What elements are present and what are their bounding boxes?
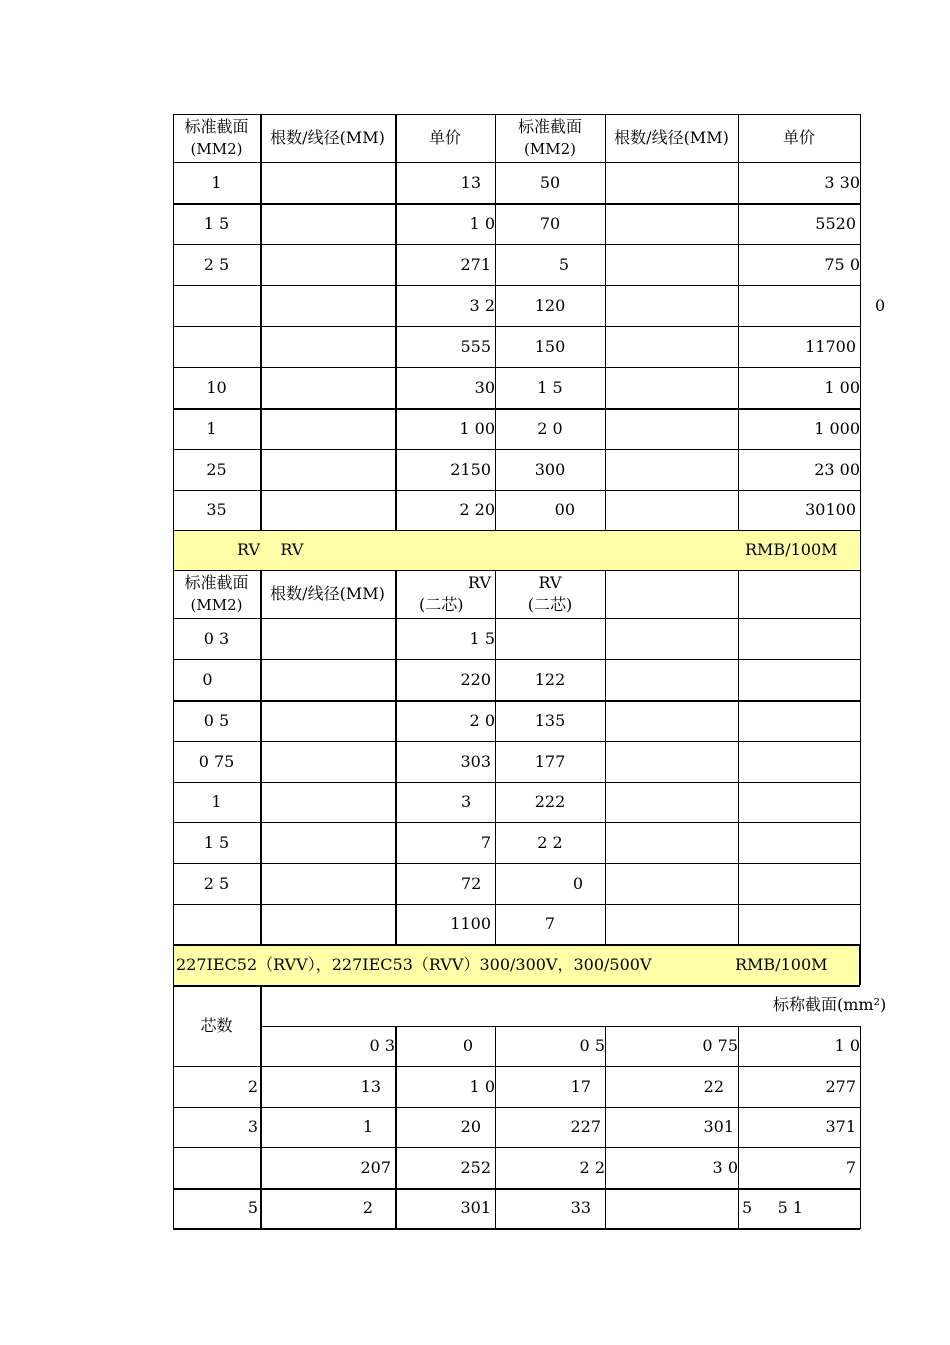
table1-header-strands-right: 根数/线径(MM): [614, 128, 729, 147]
section-cell: 300: [534, 459, 566, 479]
price-cell: 2 0: [469, 710, 495, 730]
grid-line: [495, 114, 496, 530]
grid-line: [738, 1026, 739, 1229]
grid-line: [395, 114, 397, 530]
section-cell: 1: [206, 418, 217, 438]
section-cell: 2 5: [203, 254, 230, 274]
table-row: [173, 1188, 860, 1228]
grid-line: [173, 1188, 860, 1190]
grid-line: [860, 530, 861, 570]
section-cell: 10: [206, 377, 227, 397]
price-cell: 72: [461, 873, 482, 893]
price-cell: 122: [534, 669, 566, 689]
grid-line: [173, 1107, 860, 1108]
section-cell: 70: [539, 213, 561, 233]
grid-line: [860, 570, 861, 944]
grid-line: [260, 114, 262, 530]
strands-cell: [260, 618, 395, 659]
price-cell: [605, 1188, 738, 1228]
grid-line: [173, 944, 860, 946]
price-cell: 11700: [805, 336, 856, 356]
section-cell: 25: [206, 459, 227, 479]
table2-header-empty: [738, 570, 860, 618]
price-cell: 23 00: [814, 459, 860, 479]
strands-cell: [260, 203, 395, 244]
header-text: RV: [467, 573, 491, 592]
price-cell: 7: [544, 914, 556, 933]
strands-cell: [605, 367, 738, 408]
price-cell: 271: [460, 254, 491, 274]
section-cell: 1: [211, 172, 222, 192]
table1-header-price-left: 单价: [428, 128, 461, 147]
price-cell: 17: [570, 1076, 591, 1096]
grid-line: [605, 570, 606, 944]
price-cell: 1 00: [824, 377, 860, 397]
band-unit: RMB/100M: [745, 540, 838, 559]
strands-cell: [605, 490, 738, 530]
price-cell: 3 2: [469, 295, 495, 315]
table1-header-row: [173, 114, 860, 162]
table2-header-rv-a: [395, 570, 495, 618]
table-row: [173, 863, 860, 904]
table-row: [173, 1066, 860, 1107]
price-cell: 13: [360, 1076, 381, 1096]
grid-line: [173, 1147, 860, 1148]
table-row: [173, 659, 860, 700]
price-cell: 301: [460, 1198, 491, 1217]
grid-line: [260, 570, 262, 944]
grid-line: [260, 985, 262, 1229]
section-cell: 35: [206, 500, 227, 519]
table-row: [173, 700, 860, 741]
price-cell: 7: [480, 832, 491, 852]
price-cell: 3: [461, 792, 472, 811]
table-row: [173, 822, 860, 863]
header-text: (MM2): [190, 596, 243, 614]
section-cell: 1 5: [537, 377, 563, 397]
price-cell: 277: [825, 1076, 856, 1096]
section-cell: 150: [534, 336, 566, 356]
price-cell: 2150: [450, 459, 491, 479]
price-cell: 2 20: [459, 500, 495, 519]
section-cell: [173, 904, 260, 944]
strands-cell: [605, 408, 738, 449]
size-cell: 0: [462, 1036, 473, 1055]
strands-cell: [260, 741, 395, 782]
nominal-section-header: 标称截面(mm²): [773, 995, 887, 1014]
table2-header-rv-b: [495, 570, 605, 618]
price-cell: 22: [703, 1076, 724, 1096]
size-cell: 0 5: [579, 1036, 605, 1055]
grid-line: [605, 114, 606, 530]
price-cell: 2: [362, 1198, 373, 1217]
table-row: [173, 618, 860, 659]
section-cell: 0 75: [198, 751, 235, 771]
price-cell: 2 2: [579, 1157, 605, 1177]
table-row: [173, 326, 860, 367]
price-cell: 1100: [450, 914, 491, 933]
grid-line: [173, 570, 860, 571]
strands-cell: [605, 203, 738, 244]
strands-cell: [260, 408, 395, 449]
grid-line: [173, 162, 860, 163]
section-cell: [173, 326, 260, 367]
section-cell: 0 3: [203, 628, 230, 648]
section-cell: 2 0: [537, 418, 563, 438]
price-cell: 13: [460, 172, 481, 192]
table-row: [173, 1147, 860, 1188]
strands-cell: [605, 162, 738, 203]
grid-line: [173, 490, 860, 491]
table1-header-section-left: [173, 114, 260, 162]
section-band-rvv: [173, 944, 860, 985]
grid-line: [173, 904, 860, 905]
price-cell: 0: [875, 295, 886, 315]
grid-line: [738, 570, 739, 944]
grid-line: [860, 114, 861, 530]
header-text: 标准截面: [517, 117, 582, 136]
price-cell: 252: [460, 1157, 491, 1177]
price-cell: 1 0: [469, 213, 495, 233]
table-row: [173, 367, 860, 408]
section-cell: 5: [558, 254, 569, 274]
price-cell: 301: [703, 1117, 734, 1136]
section-cell: 00: [554, 500, 575, 519]
grid-line: [495, 570, 496, 944]
section-cell: 0: [202, 669, 213, 689]
grid-line: [173, 326, 860, 327]
grid-line: [173, 618, 860, 619]
core-count-header: 芯数: [200, 1015, 233, 1035]
band-title: 227IEC52（RVV），227IEC53（RVV）300/300V，300/500V: [176, 954, 652, 974]
table-row: [173, 203, 860, 244]
grid-line: [173, 114, 174, 1229]
table-row: [173, 1107, 860, 1147]
grid-line: [260, 1026, 860, 1027]
price-cell: [495, 618, 605, 659]
grid-line: [173, 408, 860, 410]
price-cell: 135: [534, 710, 566, 730]
header-text: 标准截面: [184, 117, 249, 136]
section-cell: 2 5: [203, 873, 230, 893]
grid-line: [173, 1228, 860, 1230]
table-row: [173, 449, 860, 490]
price-cell: 177: [534, 751, 566, 771]
price-cell: 1 000: [814, 418, 860, 438]
header-text: RV: [538, 573, 562, 592]
grid-line: [173, 530, 860, 531]
section-cell: 1: [211, 792, 222, 811]
strands-cell: [260, 863, 395, 904]
grid-line: [173, 1066, 860, 1067]
price-cell: 2 2: [537, 832, 563, 852]
section-cell: 1 5: [203, 832, 230, 852]
grid-line: [173, 741, 860, 742]
strands-cell: [260, 659, 395, 700]
strands-cell: [260, 326, 395, 367]
grid-line: [173, 244, 860, 245]
strands-cell: [260, 449, 395, 490]
strands-cell: [605, 326, 738, 367]
strands-cell: [605, 244, 738, 285]
header-text: (二芯): [527, 595, 573, 614]
grid-line: [173, 782, 860, 783]
table-row: [173, 782, 860, 822]
table1-header-strands-left: 根数/线径(MM): [270, 128, 385, 147]
header-text: (MM2): [524, 140, 576, 158]
strands-cell: [260, 162, 395, 203]
section-cell: 0 5: [203, 710, 230, 730]
price-cell: 227: [570, 1117, 601, 1136]
core-cell: 3: [247, 1117, 258, 1136]
core-cell: 5: [247, 1198, 258, 1217]
section-cell: 50: [539, 172, 561, 192]
strands-cell: [260, 490, 395, 530]
price-cell: 371: [825, 1117, 856, 1136]
table-row: [173, 741, 860, 782]
price-cell: 220: [460, 669, 491, 689]
core-cell: 2: [247, 1076, 258, 1096]
table-row: [173, 162, 860, 203]
grid-line: [173, 985, 860, 987]
core-cell: [173, 1147, 260, 1188]
grid-line: [495, 1026, 496, 1229]
price-cell: 5 5 1: [742, 1198, 804, 1217]
grid-line: [173, 700, 860, 702]
strands-cell: [260, 367, 395, 408]
table3-size-row: [173, 1026, 860, 1066]
header-text: (MM2): [190, 140, 243, 158]
price-cell: 207: [360, 1157, 391, 1177]
table2-header-strands: 根数/线径(MM): [270, 584, 385, 603]
price-cell: 75 0: [824, 254, 860, 274]
price-cell: 5520: [815, 213, 856, 233]
size-cell: 1 0: [834, 1036, 860, 1055]
size-cell: 0 75: [702, 1036, 738, 1055]
grid-line: [173, 863, 860, 864]
table-row: [173, 244, 860, 285]
grid-line: [173, 114, 860, 115]
strands-cell: [605, 285, 738, 326]
table-row: [173, 490, 860, 530]
grid-line: [860, 1026, 861, 1229]
price-cell: 30100: [805, 500, 856, 519]
grid-line: [173, 203, 860, 205]
band-title: RV RV: [237, 540, 304, 559]
table-row: [173, 904, 860, 944]
price-cell: 3 30: [824, 172, 860, 192]
price-cell: 1: [362, 1117, 373, 1136]
section-cell: 1 5: [203, 213, 230, 233]
grid-line: [859, 944, 861, 985]
table2-header-row: [173, 570, 860, 618]
strands-cell: [260, 244, 395, 285]
section-cell: [173, 285, 260, 326]
table-row: [173, 408, 860, 449]
strands-cell: [605, 449, 738, 490]
grid-line: [738, 114, 739, 530]
table2-header-empty: [605, 570, 738, 618]
price-cell: 303: [460, 751, 491, 771]
strands-cell: [260, 700, 395, 741]
price-cell: 222: [534, 792, 566, 811]
price-cell: 33: [570, 1198, 591, 1217]
size-cell: 0 3: [369, 1036, 395, 1055]
strands-cell: [260, 822, 395, 863]
grid-line: [605, 1026, 606, 1229]
grid-line: [173, 285, 860, 286]
header-text: (二芯): [419, 595, 464, 614]
price-cell: 1 5: [469, 628, 495, 648]
price-cell: 1 0: [469, 1076, 495, 1096]
grid-line: [395, 570, 397, 944]
price-cell: 1 00: [459, 418, 495, 438]
grid-line: [173, 822, 860, 823]
price-cell: 3 0: [712, 1157, 738, 1177]
strands-cell: [260, 782, 395, 822]
grid-line: [173, 367, 860, 368]
header-text: 标准截面: [184, 573, 249, 592]
grid-line: [173, 659, 860, 660]
table1-header-price-right: 单价: [782, 128, 815, 147]
section-band-rv: [173, 530, 860, 570]
price-cell: 30: [474, 377, 495, 397]
price-cell: 0: [572, 873, 583, 893]
table1-header-section-right: [495, 114, 605, 162]
table2-header-section: [173, 570, 260, 618]
grid-line: [395, 1026, 397, 1229]
band-unit: RMB/100M: [735, 954, 828, 974]
grid-line: [173, 449, 860, 450]
strands-cell: [260, 904, 395, 944]
price-cell: 20: [460, 1117, 481, 1136]
price-cell: 555: [460, 336, 491, 356]
table-row: [173, 285, 886, 326]
price-cell: 7: [845, 1157, 856, 1177]
strands-cell: [260, 285, 395, 326]
section-cell: 120: [534, 295, 566, 315]
